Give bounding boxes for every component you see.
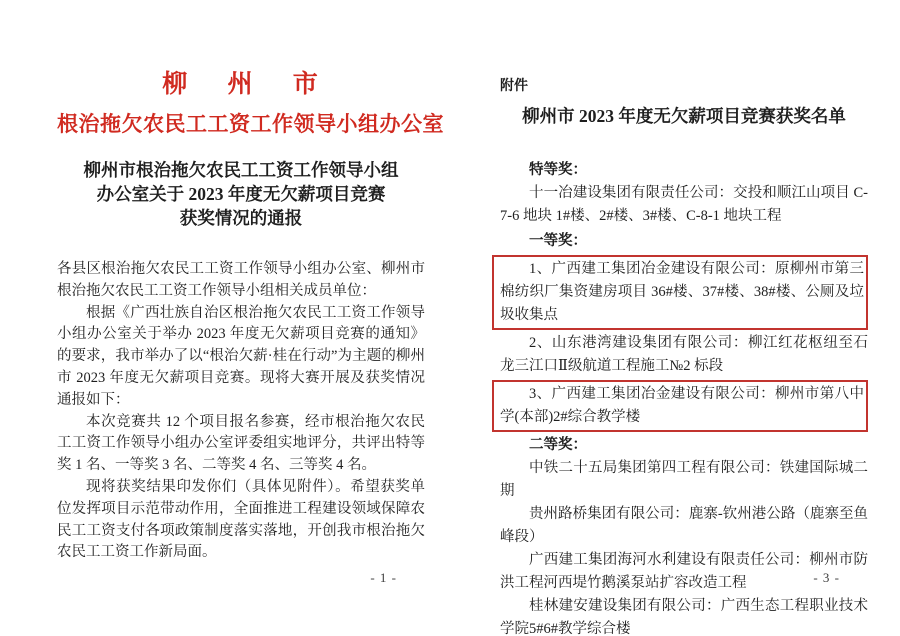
body-paragraph: 本次竞赛共 12 个项目报名参赛，经市根治拖欠农民工工资工作领导小组办公室评委组实地评分，共评出特等奖 1 名、一等奖 3 名、二等奖 4 名、三等奖 4 名。	[57, 413, 425, 474]
award-item: 十一冶建设集团有限责任公司：交投和顺江山项目 C-7-6 地块 1#楼、2#楼、3#楼、C-8-1 地块工程	[500, 185, 868, 224]
highlight-red-box	[492, 255, 868, 330]
section-heading-special-prize: 特等奖：	[529, 162, 587, 178]
attachment-label: 附件	[500, 79, 528, 94]
award-item: 中铁二十五局集团第四工程有限公司：铁建国际城二期	[500, 460, 868, 499]
award-item: 贵州路桥集团有限公司：鹿寨-钦州港公路（鹿寨至鱼峰段）	[500, 506, 868, 545]
section-heading-first-prize: 一等奖：	[529, 233, 587, 249]
appendix-title: 柳州市 2023 年度无欠薪项目竞赛获奖名单	[522, 106, 846, 126]
notice-title-line: 办公室关于 2023 年度无欠薪项目竞赛	[96, 184, 386, 204]
body-paragraph: 根据《广西壮族自治区根治拖欠农民工工资工作领导小组办公室关于举办 2023 年度无欠薪项目竞赛的通知》的要求，我市举办了以“根治欠薪·桂在行动”为主题的柳州市 2023 年度无欠薪项目竞赛。现将大赛开展及获奖情况通报如下：	[57, 304, 425, 408]
award-item-highlighted: 3、广西建工集团冶金建设有限公司：柳州市第八中学(本部)2#综合教学楼	[500, 386, 864, 425]
award-item: 桂林建安建设集团有限公司：广西生态工程职业技术学院5#6#教学综合楼	[500, 598, 868, 636]
notice-title-line: 获奖情况的通报	[179, 208, 303, 228]
page-number-left: - 1 -	[370, 570, 397, 585]
org-title-city: 柳 州 市	[162, 71, 320, 98]
salutation-paragraph: 各县区根治拖欠农民工工资工作领导小组办公室、柳州市根治拖欠农民工工资工作领导小组相关成员单位：	[57, 261, 425, 299]
body-paragraph: 现将获奖结果印发你们（具体见附件）。希望获奖单位发挥项目示范带动作用，全面推进工程建设领域保障农民工工资支付各项政策制度落实落地，开创我市根治拖欠农民工工资工作新局面。	[57, 478, 425, 561]
highlight-red-box	[492, 380, 868, 432]
appendix-page	[500, 78, 868, 636]
org-title-office: 根治拖欠农民工工资工作领导小组办公室	[57, 112, 444, 136]
notice-body	[57, 259, 425, 564]
award-item: 广西建工集团海河水利建设有限责任公司：柳州市防洪工程河西堤竹鹅溪泵站扩容改造工程	[500, 552, 868, 591]
notice-title	[57, 158, 425, 230]
notice-page	[57, 71, 444, 564]
award-item-highlighted: 1、广西建工集团冶金建设有限公司：原柳州市第三棉纺织厂集资建房项目 36#楼、37#楼、38#楼、公厕及垃圾收集点	[500, 261, 864, 323]
award-item: 2、山东港湾建设集团有限公司：柳江红花枢纽至石龙三江口Ⅱ级航道工程施工№2 标段	[500, 335, 868, 374]
award-list	[500, 159, 868, 636]
section-heading-second-prize: 二等奖：	[529, 437, 587, 453]
page-number-right: - 3 -	[813, 570, 840, 585]
notice-title-line: 柳州市根治拖欠农民工工资工作领导小组	[83, 160, 399, 180]
